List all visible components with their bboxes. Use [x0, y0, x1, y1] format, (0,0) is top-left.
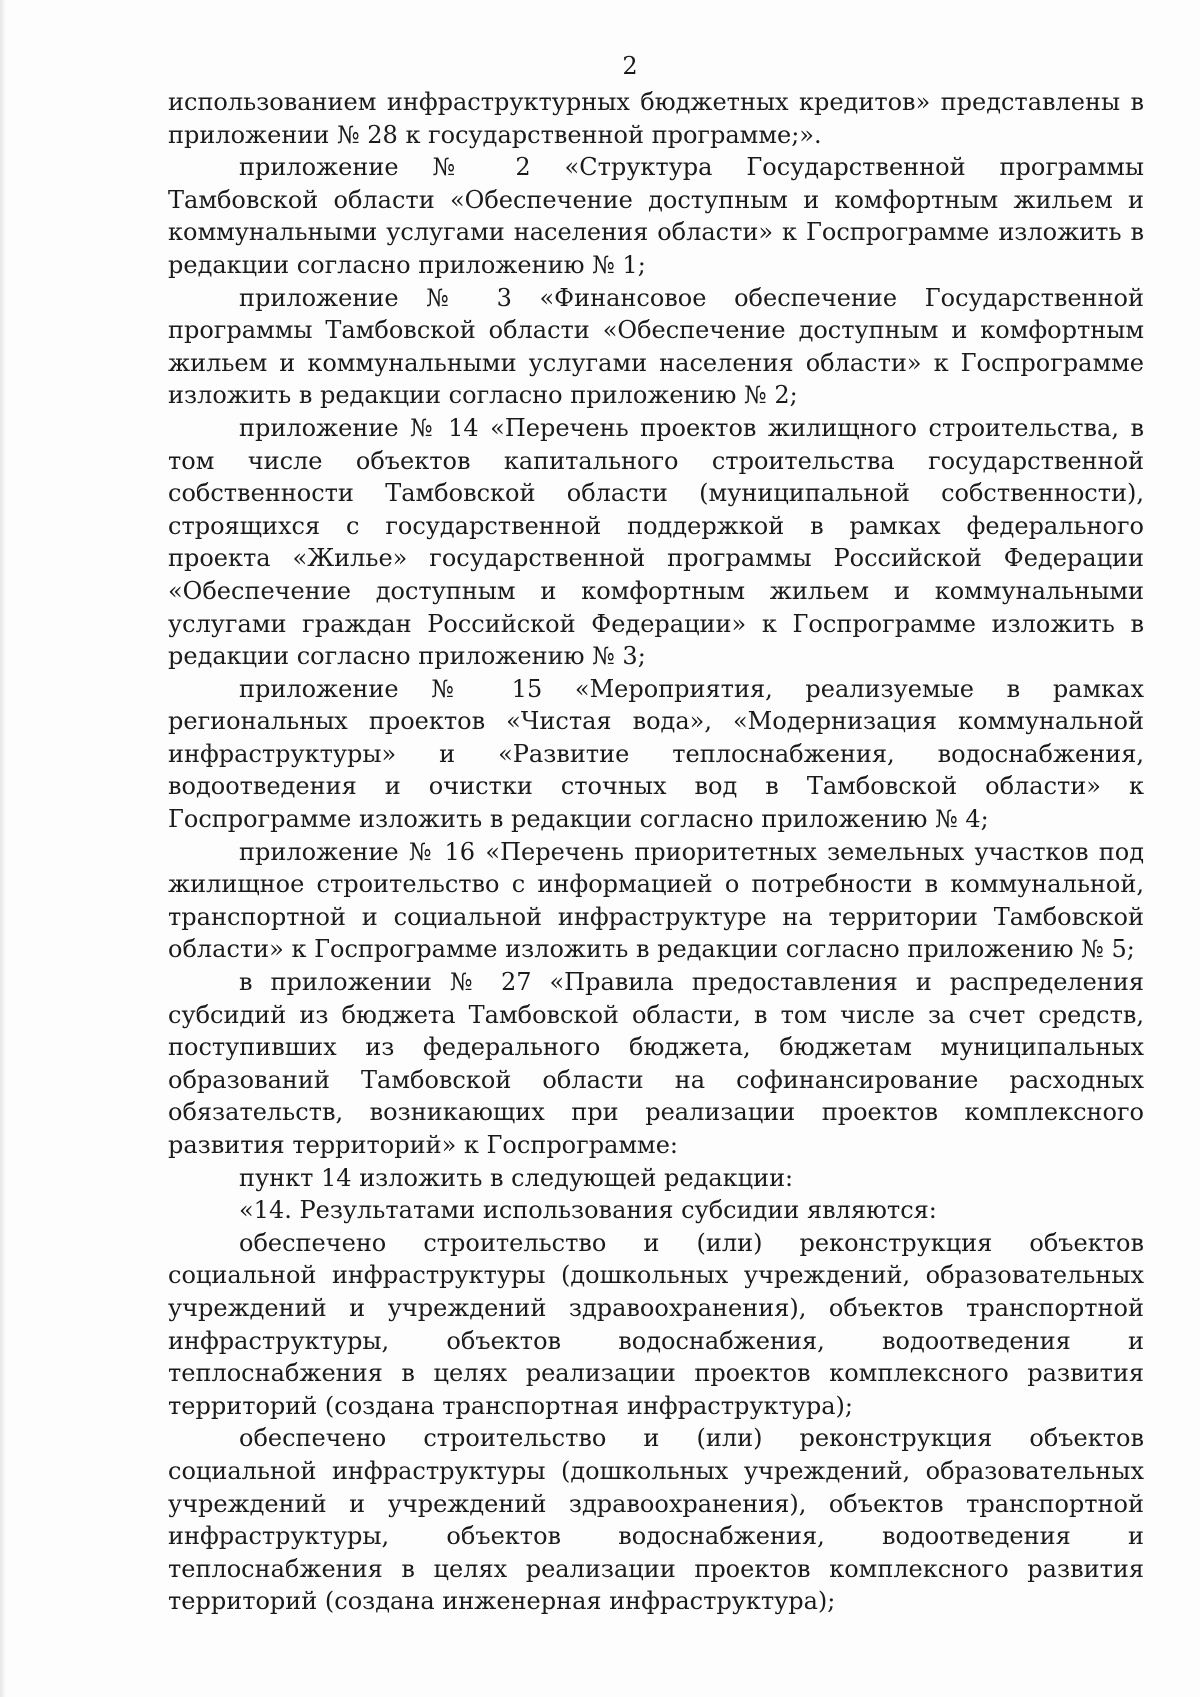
- paragraph-appendix-15: приложение № 15 «Мероприятия, реализуемые в рамках региональных проектов «Чистая вода», «Модернизация коммунальной инфраструктуры» и «Развитие теплоснабжения, водоснабжения, водоотведения и очистки сточных вод в Тамбовской области» к Госпрограмме изложить в редакции согласно приложению № 4;: [168, 674, 1144, 834]
- document-body: [168, 86, 1144, 1618]
- paragraph-result-engineering: обеспечено строительство и (или) реконструкция объектов социальной инфраструктуры (дошкольных учреждений, образовательных учреждений и учреждений здравоохранения), объектов транспортной инфраструктуры, объектов водоснабжения, водоотведения и теплоснабжения в целях реализации проектов комплексного развития территорий (создана инженерная инфраструктура);: [168, 1424, 1144, 1616]
- paragraph-appendix-27: в приложении № 27 «Правила предоставления и распределения субсидий из бюджета Тамбовской области, в том числе за счет средств, поступивших из федерального бюджета, бюджетам муниципальных образований Тамбовской области на софинансирование расходных обязательств, возникающих при реализации проектов комплексного развития территорий» к Госпрограмме:: [168, 968, 1144, 1159]
- paragraph-continuation: использованием инфраструктурных бюджетных кредитов» представлены в приложении № 28 к государственной программе;».: [168, 88, 1144, 149]
- scan-edge-shadow: [0, 0, 6, 1697]
- paragraph-appendix-2: приложение № 2 «Структура Государственной программы Тамбовской области «Обеспечение доступным и комфортным жильем и коммунальными услугами населения области» к Госпрограмме изложить в редакции согласно приложению № 1;: [168, 153, 1144, 279]
- paragraph-item-14-intro: пункт 14 изложить в следующей редакции:: [239, 1163, 794, 1192]
- paragraph-appendix-16: приложение № 16 «Перечень приоритетных земельных участков под жилищное строительство с информацией о потребности в коммунальной, транспортной и социальной инфраструктуре на территории Тамбовской области» к Госпрограмме изложить в редакции согласно приложению № 5;: [168, 837, 1144, 964]
- paragraph-appendix-3: приложение № 3 «Финансовое обеспечение Государственной программы Тамбовской области «Обеспечение доступным и комфортным жильем и коммунальными услугами населения области» к Госпрограмме изложить в редакции согласно приложению № 2;: [168, 283, 1144, 410]
- page-number: 2: [622, 52, 638, 80]
- paragraph-item-14-heading: «14. Результатами использования субсидии являются:: [239, 1196, 937, 1225]
- paragraph-appendix-14: приложение № 14 «Перечень проектов жилищного строительства, в том числе объектов капитального строительства государственной собственности Тамбовской области (муниципальной собственности), строящихся с государственной поддержкой в рамках федерального проекта «Жилье» государственной программы Российской Федерации «Обеспечение доступным и комфортным жильем и коммунальными услугами граждан Российской Федерации» к Госпрограмме изложить в редакции согласно приложению № 3;: [168, 413, 1144, 671]
- paragraph-result-transport: обеспечено строительство и (или) реконструкция объектов социальной инфраструктуры (дошкольных учреждений, образовательных учреждений и учреждений здравоохранения), объектов транспортной инфраструктуры, объектов водоснабжения, водоотведения и теплоснабжения в целях реализации проектов комплексного развития территорий (создана транспортная инфраструктура);: [168, 1228, 1144, 1420]
